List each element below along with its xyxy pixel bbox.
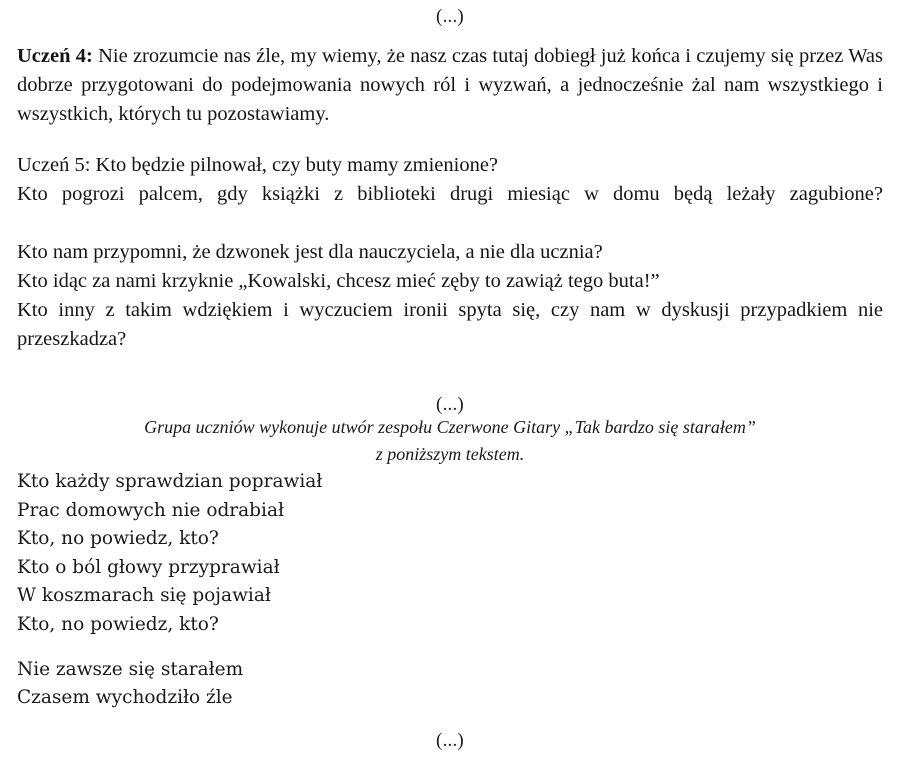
stage-direction	[130, 414, 770, 468]
speech-uczen-5	[17, 151, 883, 383]
lyric-line: Czasem wychodziło źle	[17, 687, 233, 709]
stage-direction-line-1: Grupa uczniów wykonuje utwór zespołu Czerwone Gitary „Tak bardzo się starałem”	[144, 417, 756, 437]
lyric-line: Kto, no powiedz, kto?	[17, 528, 219, 550]
song-stanza-1	[17, 468, 883, 640]
lyric-line: Kto każdy sprawdzian poprawiał	[17, 471, 323, 492]
lyric-line: Prac domowych nie odrabiał	[17, 499, 284, 521]
speech-uczen-5-line-4: Kto inny z takim wdziękiem i wyczuciem ironii spyta się, czy nam w dyskusji przypadkiem nie przeszkadza?	[17, 299, 883, 350]
lyric-line: Nie zawsze się starałem	[17, 658, 244, 680]
lyric-line: W koszmarach się pojawiał	[17, 585, 271, 607]
speaker-label-uczen-5: Uczeń 5:	[17, 154, 91, 176]
speech-uczen-5-first-line: Kto będzie pilnował, czy buty mamy zmienione?	[95, 154, 499, 176]
speech-uczen-5-line-2: Kto nam przypomni, że dzwonek jest dla nauczyciela, a nie dla ucznia?	[17, 241, 603, 263]
speaker-label-uczen-4: Uczeń 4:	[17, 45, 93, 67]
speech-uczen-5-line-0	[17, 151, 883, 180]
lyric-line: Kto o ból głowy przyprawiał	[17, 556, 280, 578]
speech-uczen-5-line-3: Kto idąc za nami krzyknie „Kowalski, chcesz mieć zęby to zawiąż tego buta!”	[17, 270, 660, 292]
speech-uczen-5-line-1: Kto pogrozi palcem, gdy książki z biblioteki drugi miesiąc w domu będą leżały zagubione?	[17, 183, 883, 205]
ellipsis-separator-top: (...)	[436, 6, 464, 27]
speech-body-uczen-4: Nie zrozumcie nas źle, my wiemy, że nasz czas tutaj dobiegł już końca i czujemy się przez Was dobrze przygotowani do podejmowania nowych ról i wyzwań, a jednocześnie żal nam wszystkiego i wszystkich, których tu pozostawiamy.	[17, 45, 883, 125]
ellipsis-separator-middle: (...)	[436, 394, 464, 415]
song-stanza-2	[17, 656, 883, 713]
stage-direction-line-2: z poniższym tekstem.	[375, 444, 525, 464]
document-page	[0, 7, 900, 761]
lyric-line: Kto, no powiedz, kto?	[17, 613, 219, 635]
speech-uczen-4	[17, 42, 883, 129]
song-lyrics	[17, 468, 883, 713]
ellipsis-separator-bottom: (...)	[436, 729, 464, 751]
